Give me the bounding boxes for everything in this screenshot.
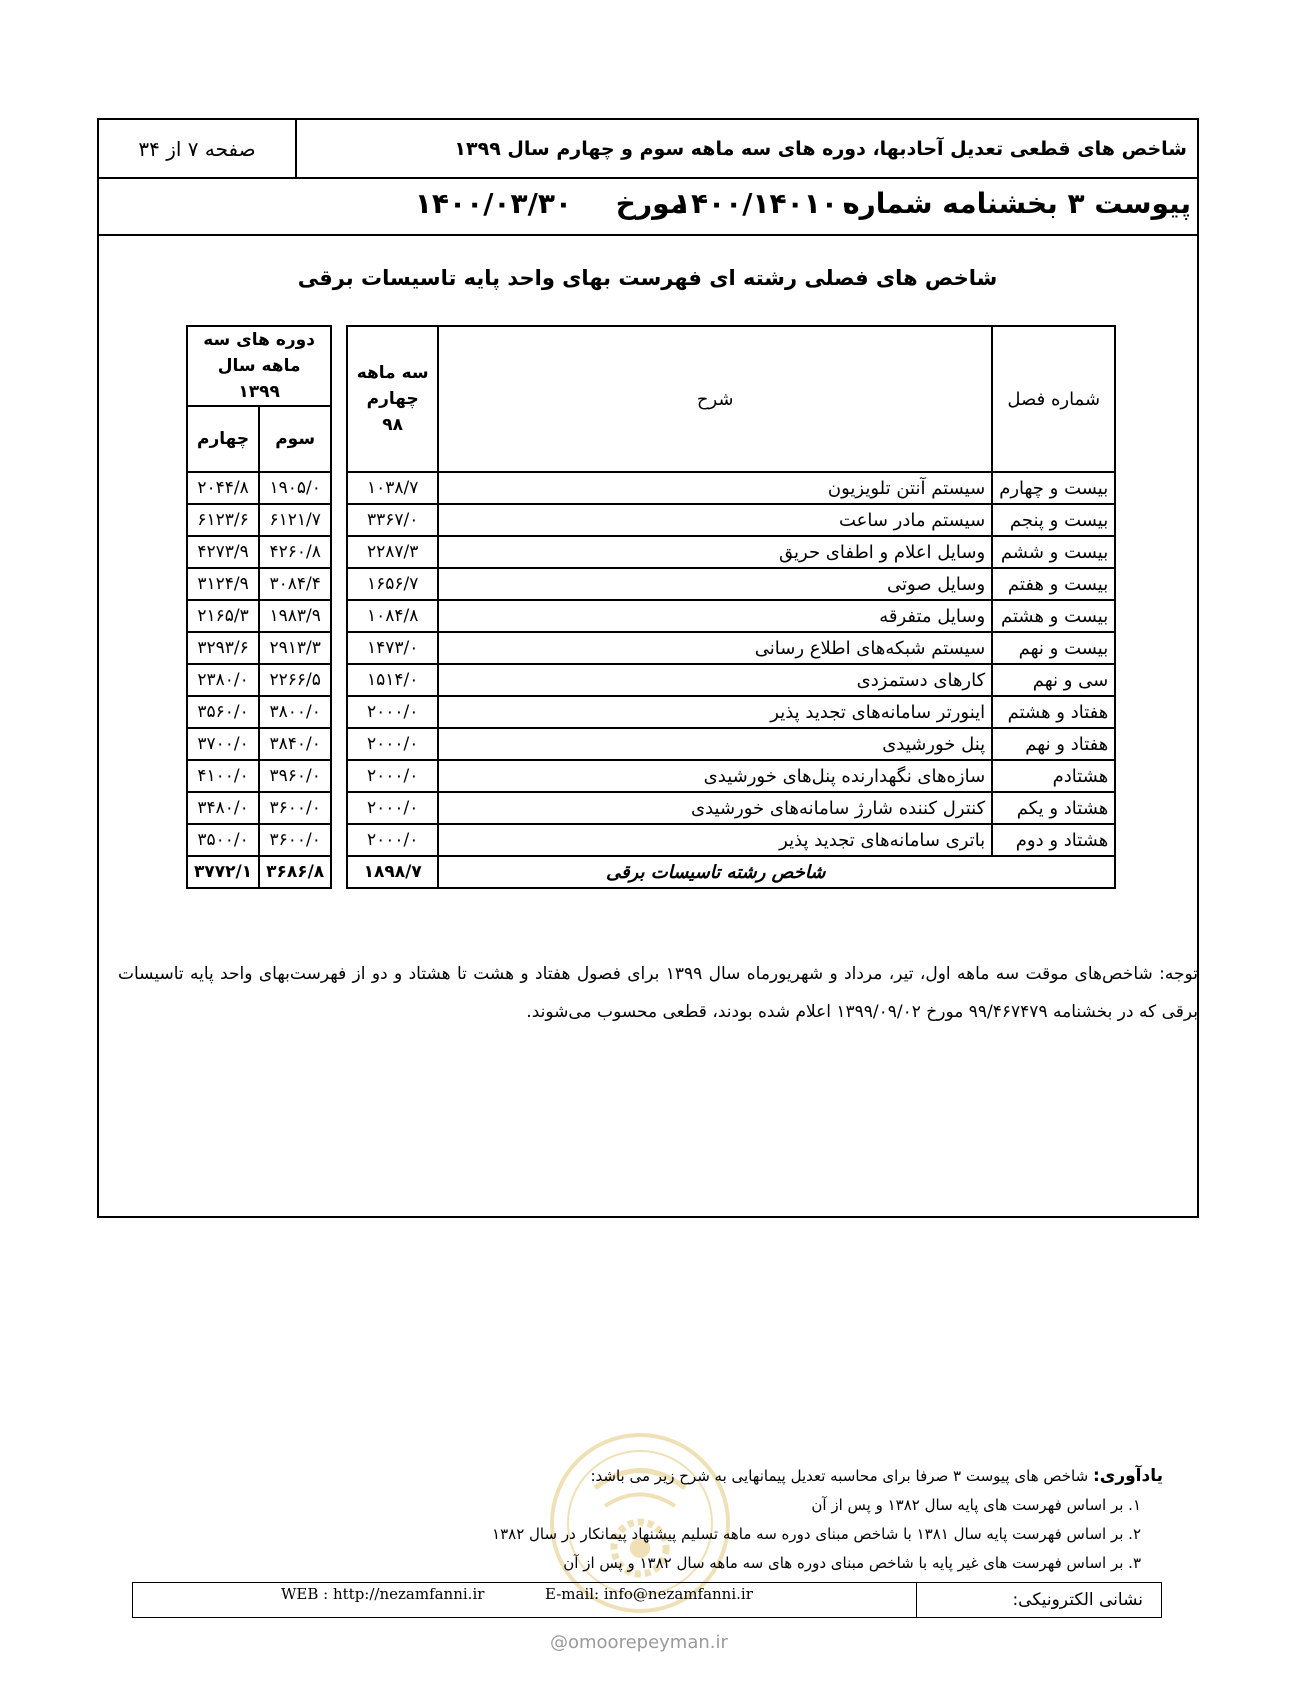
header-q3: سوم [259,406,331,472]
header-prev: سه ماهه چهارم ۹۸ [347,326,438,472]
cell-prev: ۲۰۰۰/۰ [347,824,438,856]
contact-box [132,1582,1162,1618]
total-row [187,856,1115,888]
cell-prev: ۲۲۸۷/۳ [347,536,438,568]
cell-desc: وسایل صوتی [438,568,992,600]
cell-q3: ۳۹۶۰/۰ [259,760,331,792]
reminder-text: شاخص های پیوست ۳ صرفا برای محاسبه تعدیل پیمانهایی به شرح زیر می باشد: [590,1467,1093,1485]
cell-gap [331,536,347,568]
cell-q4: ۶۱۲۳/۶ [187,504,259,536]
cell-desc: اینورتر سامانه‌های تجدید پذیر [438,696,992,728]
cell-gap [331,792,347,824]
header-chapter: شماره فصل [992,326,1115,472]
cell-gap [331,664,347,696]
cell-chapter: بیست و هشتم [992,600,1115,632]
cell-desc: کنترل کننده شارژ سامانه‌های خورشیدی [438,792,992,824]
cell-desc: سیستم شبکه‌های اطلاع رسانی [438,632,992,664]
circular-row [99,179,1197,236]
page-number: صفحه ۷ از ۳۴ [99,120,297,177]
cell-desc: سیستم آنتن تلویزیون [438,472,992,504]
cell-total-prev: ۱۸۹۸/۷ [347,856,438,888]
cell-gap [331,856,347,888]
cell-total-desc: شاخص رشته تاسیسات برقی [438,856,992,888]
web-link[interactable]: WEB : http://nezamfanni.ir [281,1585,485,1603]
cell-prev: ۲۰۰۰/۰ [347,792,438,824]
document-title: شاخص های قطعی تعدیل آحادبها، دوره های سه ماهه سوم و چهارم سال ۱۳۹۹ [454,137,1187,160]
email-link[interactable]: E-mail: info@nezamfanni.ir [545,1585,753,1603]
cell-q4: ۳۵۰۰/۰ [187,824,259,856]
cell-q4: ۳۷۰۰/۰ [187,728,259,760]
cell-q4: ۴۲۷۳/۹ [187,536,259,568]
cell-chapter: هشتاد و دوم [992,824,1115,856]
cell-q4: ۲۱۶۵/۳ [187,600,259,632]
reminder-lead: یادآوری: [1092,1466,1163,1486]
cell-gap [331,728,347,760]
table-row [187,536,1115,568]
cell-chapter: سی و نهم [992,664,1115,696]
cell-prev: ۱۵۱۴/۰ [347,664,438,696]
cell-prev: ۳۳۶۷/۰ [347,504,438,536]
cell-gap [331,632,347,664]
cell-chapter: بیست و ششم [992,536,1115,568]
circular-date: ۱۴۰۰/۰۳/۳۰ [414,187,572,220]
cell-prev: ۲۰۰۰/۰ [347,696,438,728]
cell-q3: ۶۱۲۱/۷ [259,504,331,536]
column-gap [331,326,347,472]
cell-prev: ۲۰۰۰/۰ [347,760,438,792]
cell-chapter: هفتاد و نهم [992,728,1115,760]
cell-gap [331,504,347,536]
cell-chapter: بیست و هفتم [992,568,1115,600]
table-row [187,792,1115,824]
table-row [187,664,1115,696]
cell-q3: ۱۹۸۳/۹ [259,600,331,632]
cell-q3: ۲۲۶۶/۵ [259,664,331,696]
table-row [187,760,1115,792]
cell-gap [331,472,347,504]
circular-number: ۱۴۰۰/۱۴۰۱۰۰ [673,187,855,220]
cell-desc: کارهای دستمزدی [438,664,992,696]
reminder-item: ۱. بر اساس فهرست های پایه سال ۱۳۸۲ و پس از آن [811,1496,1141,1514]
note-paragraph: توجه: شاخص‌های موقت سه ماهه اول، تیر، مرداد و شهریورماه سال ۱۳۹۹ برای فصول هفتاد و هشت تا هشتاد و دو از فهرست‌بهای واحد پایه تاسیسات برقی که در بخشنامه ۹۹/۴۶۷۴۷۹ مورخ ۱۳۹۹/۰۹/۰۲ اعلام شده بودند، قطعی محسوب می‌شوند. [118,964,1198,1022]
cell-desc: وسایل متفرقه [438,600,992,632]
header-group: دوره های سه ماهه سال ۱۳۹۹ [187,326,331,406]
cell-q4: ۲۳۸۰/۰ [187,664,259,696]
cell-gap [331,696,347,728]
table-row [187,696,1115,728]
cell-desc: پنل خورشیدی [438,728,992,760]
cell-q3: ۳۶۰۰/۰ [259,824,331,856]
header-desc: شرح [438,326,992,472]
cell-total-q4: ۳۷۷۲/۱ [187,856,259,888]
cell-q3: ۳۸۰۰/۰ [259,696,331,728]
email-address-label: نشانی الکترونیکی: [916,1583,1161,1617]
table-row [187,728,1115,760]
cell-q4: ۴۱۰۰/۰ [187,760,259,792]
index-table [186,325,1116,889]
cell-q4: ۳۲۹۳/۶ [187,632,259,664]
cell-desc: وسایل اعلام و اطفای حریق [438,536,992,568]
cell-chapter: هشتاد و یکم [992,792,1115,824]
cell-total-q3: ۳۶۸۶/۸ [259,856,331,888]
table-row [187,504,1115,536]
cell-gap [331,568,347,600]
cell-q3: ۳۸۴۰/۰ [259,728,331,760]
cell-q4: ۳۱۲۴/۹ [187,568,259,600]
reminder-item: ۲. بر اساس فهرست پایه سال ۱۳۸۱ با شاخص مبنای دوره سه ماهه تسلیم پیشنهاد پیمانکار در سال ۱۳۸۲ [492,1525,1141,1543]
cell-chapter-total [992,856,1115,888]
cell-gap [331,824,347,856]
cell-gap [331,760,347,792]
cell-q3: ۴۲۶۰/۸ [259,536,331,568]
cell-q3: ۳۰۸۴/۴ [259,568,331,600]
cell-desc: باتری سامانه‌های تجدید پذیر [438,824,992,856]
table-title: شاخص های فصلی رشته ای فهرست بهای واحد پایه تاسیسات برقی [297,266,998,290]
cell-q4: ۳۴۸۰/۰ [187,792,259,824]
cell-chapter: بیست و چهارم [992,472,1115,504]
table-row [187,472,1115,504]
cell-q4: ۲۰۴۴/۸ [187,472,259,504]
table-row [187,632,1115,664]
cell-chapter: هشتادم [992,760,1115,792]
table-body [187,472,1115,888]
reminder-item: ۳. بر اساس فهرست های غیر پایه با شاخص مبنای دوره های سه ماهه سال ۱۳۸۲ و پس از آن [563,1554,1141,1572]
watermark: @omoorepeyman.ir [550,1632,728,1653]
header-row [99,120,1197,179]
cell-q3: ۲۹۱۳/۳ [259,632,331,664]
cell-q4: ۳۵۶۰/۰ [187,696,259,728]
cell-prev: ۱۴۷۳/۰ [347,632,438,664]
cell-q3: ۳۶۰۰/۰ [259,792,331,824]
cell-prev: ۱۰۳۸/۷ [347,472,438,504]
reminder-block [303,1462,1163,1578]
cell-prev: ۲۰۰۰/۰ [347,728,438,760]
cell-chapter: بیست و نهم [992,632,1115,664]
date-label: مورخ [615,187,687,220]
header-q4: چهارم [187,406,259,472]
cell-desc: سیستم مادر ساعت [438,504,992,536]
cell-desc: سازه‌های نگهدارنده پنل‌های خورشیدی [438,760,992,792]
circular-label: پیوست ۳ بخشنامه شماره [843,187,1191,220]
cell-chapter: هفتاد و هشتم [992,696,1115,728]
table-row [187,568,1115,600]
cell-q3: ۱۹۰۵/۰ [259,472,331,504]
table-row [187,600,1115,632]
cell-gap [331,600,347,632]
reminder-line [303,1462,1163,1491]
cell-chapter: بیست و پنجم [992,504,1115,536]
cell-prev: ۱۶۵۶/۷ [347,568,438,600]
cell-prev: ۱۰۸۴/۸ [347,600,438,632]
table-row [187,824,1115,856]
